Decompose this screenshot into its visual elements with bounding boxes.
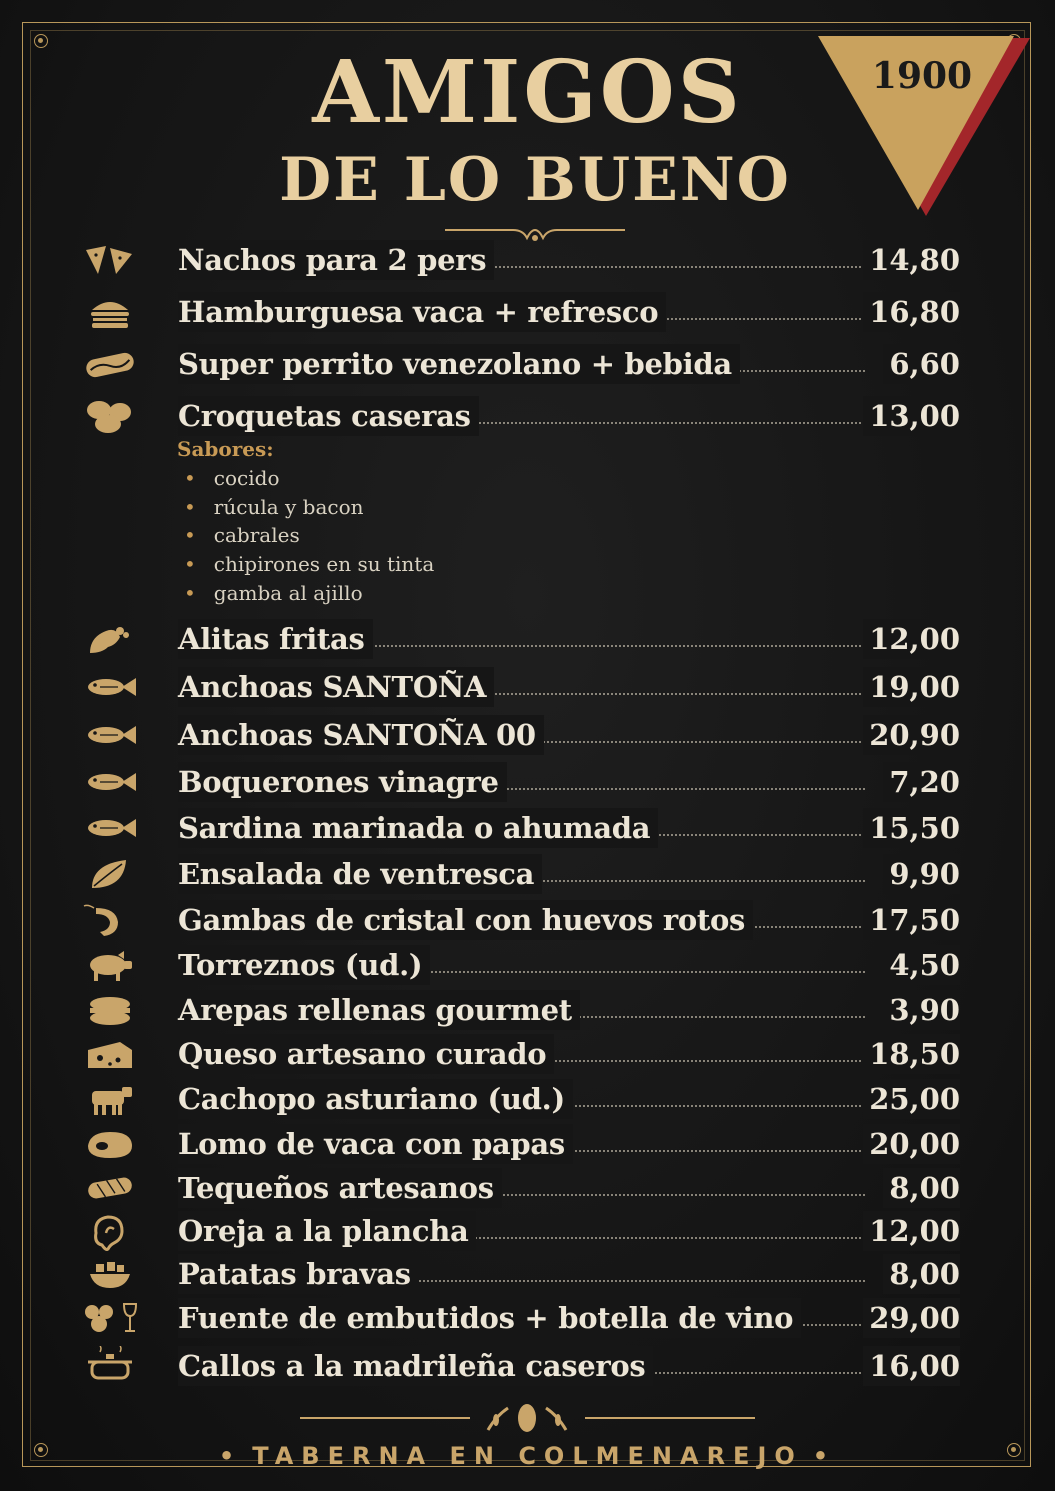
menu-item	[80, 667, 960, 707]
cow-icon	[80, 1079, 140, 1119]
fish-icon	[80, 715, 140, 755]
menu-item-price: 17,50	[863, 900, 960, 940]
menu-item	[80, 1079, 960, 1119]
menu-item-name: Arepas rellenas gourmet	[178, 990, 580, 1030]
menu-item-price: 29,00	[863, 1298, 960, 1338]
embutidos-wine-icon	[80, 1298, 140, 1338]
menu-item	[80, 715, 960, 755]
menu-item-name: Anchoas SANTOÑA	[178, 667, 494, 707]
fish-icon	[80, 762, 140, 802]
croquetas-icon	[80, 396, 140, 436]
menu-item-price: 8,00	[883, 1168, 960, 1208]
menu-item-name: Gambas de cristal con huevos rotos	[178, 900, 753, 940]
nachos-icon	[80, 240, 140, 280]
menu-item	[80, 854, 960, 894]
menu-item	[80, 1124, 960, 1164]
menu-item	[80, 1211, 960, 1251]
pot-icon	[80, 1346, 140, 1386]
menu-item	[80, 1254, 960, 1294]
arepa-icon	[80, 990, 140, 1030]
cheese-icon	[80, 1034, 140, 1074]
hotdog-icon	[80, 344, 140, 384]
menu-item	[80, 240, 960, 280]
year-badge: 1900	[871, 55, 973, 97]
menu-item-price: 4,50	[883, 945, 960, 985]
menu-item-name: Nachos para 2 pers	[178, 240, 494, 280]
menu-item-price: 7,20	[883, 762, 960, 802]
menu-item-price: 20,00	[863, 1124, 960, 1164]
menu-item-price: 18,50	[863, 1034, 960, 1074]
menu-item-name: Lomo de vaca con papas	[178, 1124, 573, 1164]
menu-item-price: 15,50	[863, 808, 960, 848]
fish-icon	[80, 667, 140, 707]
menu-item-name: Boquerones vinagre	[178, 762, 507, 802]
menu-item	[80, 292, 960, 332]
menu-item-price: 9,90	[883, 854, 960, 894]
menu-item-price: 6,60	[883, 344, 960, 384]
shrimp-icon	[80, 900, 140, 940]
menu-item	[80, 1034, 960, 1074]
menu-item-name: Cachopo asturiano (ud.)	[178, 1079, 573, 1119]
menu-item	[80, 1168, 960, 1208]
sabores-label: Sabores:	[177, 437, 274, 461]
leaf-icon	[80, 854, 140, 894]
menu-item	[80, 396, 960, 436]
menu-item	[80, 990, 960, 1030]
title-line1: AMIGOS	[312, 42, 743, 143]
menu-item	[80, 900, 960, 940]
menu-item-price: 14,80	[863, 240, 960, 280]
menu-item-name: Tequeños artesanos	[178, 1168, 502, 1208]
menu-item-price: 13,00	[863, 396, 960, 436]
menu-item-price: 16,00	[863, 1346, 960, 1386]
tequeno-icon	[80, 1168, 140, 1208]
menu-item	[80, 1346, 960, 1386]
burger-icon	[80, 292, 140, 332]
title-line2: DE LO BUENO	[279, 145, 791, 215]
menu-item	[80, 762, 960, 802]
menu-item-name: Anchoas SANTOÑA 00	[178, 715, 544, 755]
menu-item	[80, 1298, 960, 1338]
flavor-item: • chipirones en su tinta	[184, 552, 435, 576]
flavor-item: • cabrales	[184, 523, 300, 547]
flavor-item: • rúcula y bacon	[184, 495, 364, 519]
footer-tagline: • TABERNA EN COLMENAREJO •	[218, 1442, 837, 1470]
menu-item-price: 20,90	[863, 715, 960, 755]
chicken-wing-icon	[80, 619, 140, 659]
menu-item-price: 3,90	[883, 990, 960, 1030]
menu-item-name: Hamburguesa vaca + refresco	[178, 292, 666, 332]
steak-icon	[80, 1124, 140, 1164]
menu-item-name: Oreja a la plancha	[178, 1211, 476, 1251]
menu-item-price: 12,00	[863, 1211, 960, 1251]
menu-item-price: 25,00	[863, 1079, 960, 1119]
menu-item-price: 19,00	[863, 667, 960, 707]
menu-item-name: Callos a la madrileña caseros	[178, 1346, 653, 1386]
pig-icon	[80, 945, 140, 985]
menu-item-name: Patatas bravas	[178, 1254, 419, 1294]
flavor-item: • cocido	[184, 466, 280, 490]
ear-icon	[80, 1211, 140, 1251]
menu-item-name: Fuente de embutidos + botella de vino	[178, 1298, 801, 1338]
menu-item-name: Alitas fritas	[178, 619, 373, 659]
menu-item	[80, 619, 960, 659]
wheat-hops-ornament-icon	[300, 1400, 755, 1436]
potatoes-icon	[80, 1254, 140, 1294]
menu-item-price: 8,00	[883, 1254, 960, 1294]
menu-item	[80, 808, 960, 848]
menu-item-price: 12,00	[863, 619, 960, 659]
menu-item-name: Super perrito venezolano + bebida	[178, 344, 740, 384]
menu-item	[80, 344, 960, 384]
menu-item-name: Sardina marinada o ahumada	[178, 808, 658, 848]
fish-icon	[80, 808, 140, 848]
menu-item	[80, 945, 960, 985]
menu-item-name: Queso artesano curado	[178, 1034, 554, 1074]
menu-item-name: Torreznos (ud.)	[178, 945, 430, 985]
corner-ornament-icon	[34, 34, 48, 48]
flavor-item: • gamba al ajillo	[184, 581, 363, 605]
menu-item-name: Croquetas caseras	[178, 396, 479, 436]
menu-item-name: Ensalada de ventresca	[178, 854, 542, 894]
menu-item-price: 16,80	[863, 292, 960, 332]
